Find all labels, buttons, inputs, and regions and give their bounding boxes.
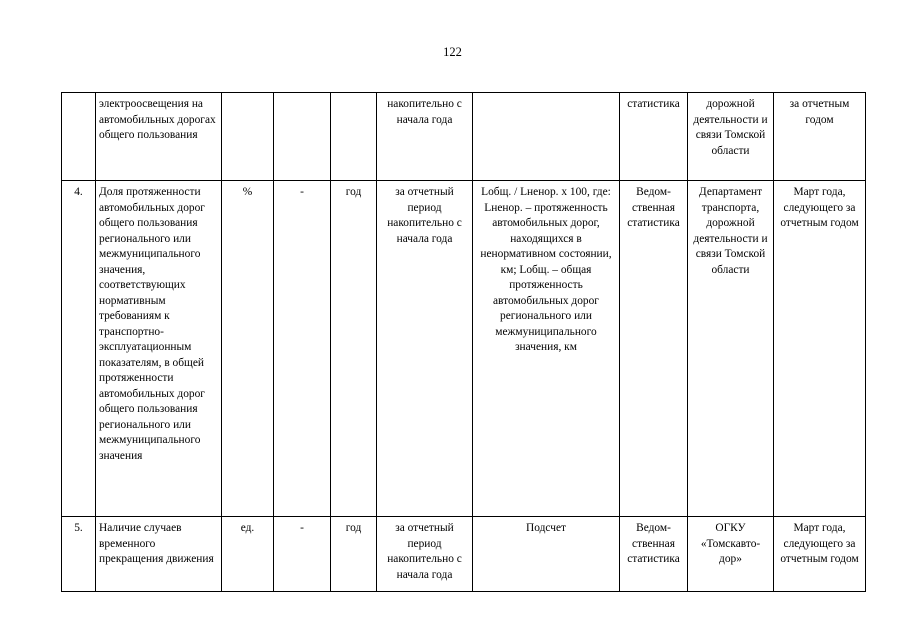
base-value-cell	[274, 93, 331, 181]
base-value-cell: -	[274, 517, 331, 592]
table-row	[62, 517, 866, 592]
deadline-cell: за отчетным годом	[774, 93, 866, 181]
calculation-method-cell	[473, 93, 620, 181]
responsible-cell: ОГКУ «Томскавто-дор»	[688, 517, 774, 592]
indicator-name-cell: электроосвещения на автомобильных дорогах общего пользования	[96, 93, 222, 181]
indicator-name-cell: Доля протяженности автомобильных дорог общего пользования регионального или межмуниципального значения, соответствующих нормативным требованиям к транспортно-эксплуатационным показателям, в общей протяженности автомобильных дорог общего пользования регионального или межмуниципального значения	[96, 181, 222, 517]
data-source-cell: Ведом-ственная статистика	[620, 181, 688, 517]
period-cell: накопительно с начала года	[377, 93, 473, 181]
indicators-table	[61, 92, 866, 592]
data-source-cell: Ведом-ственная статистика	[620, 517, 688, 592]
responsible-cell: дорожной деятельности и связи Томской области	[688, 93, 774, 181]
row-number-cell	[62, 93, 96, 181]
indicator-name-cell: Наличие случаев временного прекращения движения	[96, 517, 222, 592]
unit-cell: ед.	[222, 517, 274, 592]
table-row	[62, 93, 866, 181]
row-number-cell: 5.	[62, 517, 96, 592]
deadline-cell: Март года, следующего за отчетным годом	[774, 517, 866, 592]
frequency-cell: год	[331, 517, 377, 592]
deadline-cell: Март года, следующего за отчетным годом	[774, 181, 866, 517]
base-value-cell: -	[274, 181, 331, 517]
calculation-method-cell: Lобщ. / Lненор. х 100, где: Lненор. – протяженность автомобильных дорог, находящихся в ненормативном состоянии, км; Lобщ. – общая протяженность автомобильных дорог регионального или межмуниципального значения, км	[473, 181, 620, 517]
calculation-method-cell: Подсчет	[473, 517, 620, 592]
frequency-cell: год	[331, 181, 377, 517]
unit-cell	[222, 93, 274, 181]
frequency-cell	[331, 93, 377, 181]
table-row	[62, 181, 866, 517]
unit-cell: %	[222, 181, 274, 517]
data-source-cell: статистика	[620, 93, 688, 181]
row-number-cell: 4.	[62, 181, 96, 517]
responsible-cell: Департамент транспорта, дорожной деятельности и связи Томской области	[688, 181, 774, 517]
period-cell: за отчетный период накопительно с начала года	[377, 517, 473, 592]
period-cell: за отчетный период накопительно с начала года	[377, 181, 473, 517]
page-number: 122	[443, 45, 462, 59]
